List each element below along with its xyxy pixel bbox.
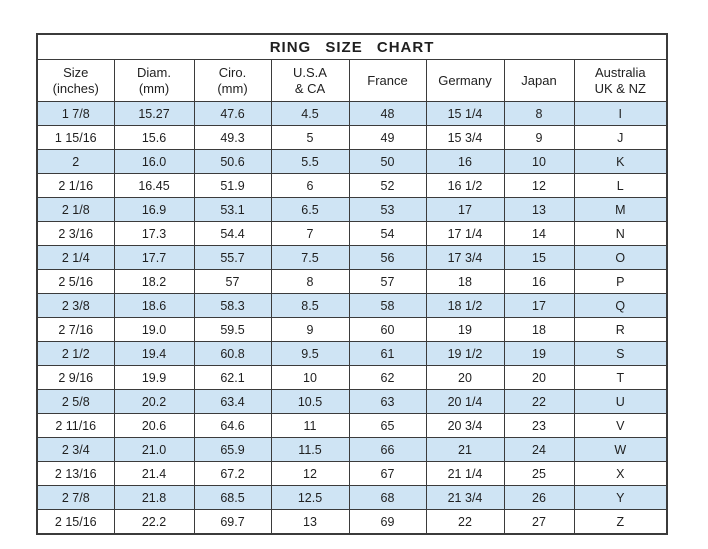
header-row [37, 60, 667, 102]
table-cell: 19 [504, 342, 574, 366]
table-cell: 21 1/4 [426, 462, 504, 486]
ring-size-chart-table [36, 33, 668, 535]
table-cell: 17.7 [114, 246, 194, 270]
table-cell: 61 [349, 342, 426, 366]
table-cell: 18.2 [114, 270, 194, 294]
table-cell: 4.5 [271, 102, 349, 126]
table-cell: 9 [271, 318, 349, 342]
table-body [37, 102, 667, 535]
table-cell: 6 [271, 174, 349, 198]
table-cell: 67 [349, 462, 426, 486]
table-cell: 15.6 [114, 126, 194, 150]
table-cell: 16.0 [114, 150, 194, 174]
table-cell: O [574, 246, 667, 270]
table-cell: T [574, 366, 667, 390]
table-cell: 16 [426, 150, 504, 174]
table-cell: 23 [504, 414, 574, 438]
column-header: Germany [426, 60, 504, 102]
table-cell: 21.4 [114, 462, 194, 486]
table-cell: 10.5 [271, 390, 349, 414]
table-cell: 22 [426, 510, 504, 535]
column-header: Diam. (mm) [114, 60, 194, 102]
table-cell: 18 1/2 [426, 294, 504, 318]
table-cell: 60 [349, 318, 426, 342]
table-cell: 16 [504, 270, 574, 294]
table-cell: 9.5 [271, 342, 349, 366]
table-cell: 49.3 [194, 126, 271, 150]
table-cell: 21 [426, 438, 504, 462]
table-cell: 55.7 [194, 246, 271, 270]
table-cell: 54.4 [194, 222, 271, 246]
table-cell: 56 [349, 246, 426, 270]
table-cell: 50.6 [194, 150, 271, 174]
table-cell: 19 [426, 318, 504, 342]
table-cell: 59.5 [194, 318, 271, 342]
table-cell: 9 [504, 126, 574, 150]
table-cell: 68 [349, 486, 426, 510]
table-cell: 60.8 [194, 342, 271, 366]
table-cell: 20 3/4 [426, 414, 504, 438]
table-row [37, 414, 667, 438]
table-row [37, 222, 667, 246]
table-cell: 2 3/4 [37, 438, 114, 462]
table-cell: 5.5 [271, 150, 349, 174]
table-cell: 2 11/16 [37, 414, 114, 438]
table-cell: 63.4 [194, 390, 271, 414]
table-cell: 15.27 [114, 102, 194, 126]
table-row [37, 174, 667, 198]
table-cell: 65 [349, 414, 426, 438]
table-cell: 47.6 [194, 102, 271, 126]
table-cell: K [574, 150, 667, 174]
table-cell: 27 [504, 510, 574, 535]
table-cell: 21.8 [114, 486, 194, 510]
table-cell: 66 [349, 438, 426, 462]
table-cell: 54 [349, 222, 426, 246]
table-row [37, 150, 667, 174]
table-cell: 22 [504, 390, 574, 414]
table-cell: 5 [271, 126, 349, 150]
table-cell: 2 7/8 [37, 486, 114, 510]
table-cell: 67.2 [194, 462, 271, 486]
table-cell: 15 1/4 [426, 102, 504, 126]
table-cell: 19.0 [114, 318, 194, 342]
table-cell: 22.2 [114, 510, 194, 535]
table-cell: 69 [349, 510, 426, 535]
table-cell: 62.1 [194, 366, 271, 390]
table-cell: 53 [349, 198, 426, 222]
table-cell: 26 [504, 486, 574, 510]
table-cell: 2 15/16 [37, 510, 114, 535]
table-cell: 17 3/4 [426, 246, 504, 270]
column-header: Size (inches) [37, 60, 114, 102]
table-cell: 51.9 [194, 174, 271, 198]
table-cell: V [574, 414, 667, 438]
column-header: Ciro. (mm) [194, 60, 271, 102]
table-row [37, 510, 667, 535]
table-cell: 57 [349, 270, 426, 294]
table-cell: 11.5 [271, 438, 349, 462]
table-cell: 15 [504, 246, 574, 270]
table-cell: 52 [349, 174, 426, 198]
table-cell: 1 15/16 [37, 126, 114, 150]
table-cell: Q [574, 294, 667, 318]
table-cell: 53.1 [194, 198, 271, 222]
table-cell: 2 13/16 [37, 462, 114, 486]
table-cell: 2 5/16 [37, 270, 114, 294]
table-cell: 64.6 [194, 414, 271, 438]
title-row [37, 34, 667, 60]
table-cell: 2 1/8 [37, 198, 114, 222]
table-cell: 13 [504, 198, 574, 222]
table-cell: 13 [271, 510, 349, 535]
table-cell: 10 [504, 150, 574, 174]
table-cell: 2 1/16 [37, 174, 114, 198]
table-cell: Y [574, 486, 667, 510]
table-cell: I [574, 102, 667, 126]
table-row [37, 126, 667, 150]
table-cell: 18 [504, 318, 574, 342]
table-cell: 14 [504, 222, 574, 246]
table-cell: 16.9 [114, 198, 194, 222]
table-cell: 50 [349, 150, 426, 174]
table-cell: 49 [349, 126, 426, 150]
table-cell: W [574, 438, 667, 462]
table-row [37, 462, 667, 486]
table-row [37, 198, 667, 222]
table-cell: Z [574, 510, 667, 535]
table-cell: 16 1/2 [426, 174, 504, 198]
table-cell: L [574, 174, 667, 198]
table-cell: 21 3/4 [426, 486, 504, 510]
table-cell: 20.2 [114, 390, 194, 414]
table-row [37, 102, 667, 126]
column-header: Japan [504, 60, 574, 102]
table-cell: 57 [194, 270, 271, 294]
table-cell: 18 [426, 270, 504, 294]
table-cell: 12 [504, 174, 574, 198]
table-cell: 19 1/2 [426, 342, 504, 366]
table-cell: M [574, 198, 667, 222]
table-cell: N [574, 222, 667, 246]
table-row [37, 342, 667, 366]
table-cell: 15 3/4 [426, 126, 504, 150]
table-cell: 18.6 [114, 294, 194, 318]
table-cell: 8 [271, 270, 349, 294]
table-cell: 12 [271, 462, 349, 486]
table-cell: U [574, 390, 667, 414]
table-cell: 17.3 [114, 222, 194, 246]
table-cell: 21.0 [114, 438, 194, 462]
table-row [37, 270, 667, 294]
table-cell: 2 7/16 [37, 318, 114, 342]
table-row [37, 294, 667, 318]
table-cell: 8.5 [271, 294, 349, 318]
table-row [37, 318, 667, 342]
table-cell: 7 [271, 222, 349, 246]
table-cell: P [574, 270, 667, 294]
table-cell: 24 [504, 438, 574, 462]
table-cell: 20 1/4 [426, 390, 504, 414]
chart-title: RING SIZE CHART [37, 34, 667, 60]
table-cell: 58 [349, 294, 426, 318]
table-cell: 2 1/4 [37, 246, 114, 270]
table-cell: 58.3 [194, 294, 271, 318]
table-cell: 20 [504, 366, 574, 390]
table-cell: 2 1/2 [37, 342, 114, 366]
table-cell: 2 3/8 [37, 294, 114, 318]
table-cell: S [574, 342, 667, 366]
table-row [37, 438, 667, 462]
table-cell: 17 [426, 198, 504, 222]
table-cell: 2 5/8 [37, 390, 114, 414]
table-cell: 19.4 [114, 342, 194, 366]
table-row [37, 366, 667, 390]
table-cell: 63 [349, 390, 426, 414]
table-cell: J [574, 126, 667, 150]
ring-size-chart [36, 33, 666, 535]
table-cell: 2 [37, 150, 114, 174]
table-cell: X [574, 462, 667, 486]
table-cell: R [574, 318, 667, 342]
table-cell: 7.5 [271, 246, 349, 270]
table-cell: 2 3/16 [37, 222, 114, 246]
table-cell: 10 [271, 366, 349, 390]
table-cell: 65.9 [194, 438, 271, 462]
table-cell: 8 [504, 102, 574, 126]
table-row [37, 486, 667, 510]
table-cell: 20 [426, 366, 504, 390]
table-cell: 20.6 [114, 414, 194, 438]
table-cell: 17 1/4 [426, 222, 504, 246]
table-cell: 16.45 [114, 174, 194, 198]
table-cell: 1 7/8 [37, 102, 114, 126]
table-cell: 25 [504, 462, 574, 486]
column-header: U.S.A & CA [271, 60, 349, 102]
table-cell: 6.5 [271, 198, 349, 222]
table-cell: 17 [504, 294, 574, 318]
table-cell: 12.5 [271, 486, 349, 510]
column-header: France [349, 60, 426, 102]
table-cell: 69.7 [194, 510, 271, 535]
table-row [37, 246, 667, 270]
table-cell: 68.5 [194, 486, 271, 510]
table-cell: 2 9/16 [37, 366, 114, 390]
table-cell: 19.9 [114, 366, 194, 390]
table-row [37, 390, 667, 414]
column-header: Australia UK & NZ [574, 60, 667, 102]
table-cell: 48 [349, 102, 426, 126]
table-cell: 11 [271, 414, 349, 438]
table-cell: 62 [349, 366, 426, 390]
